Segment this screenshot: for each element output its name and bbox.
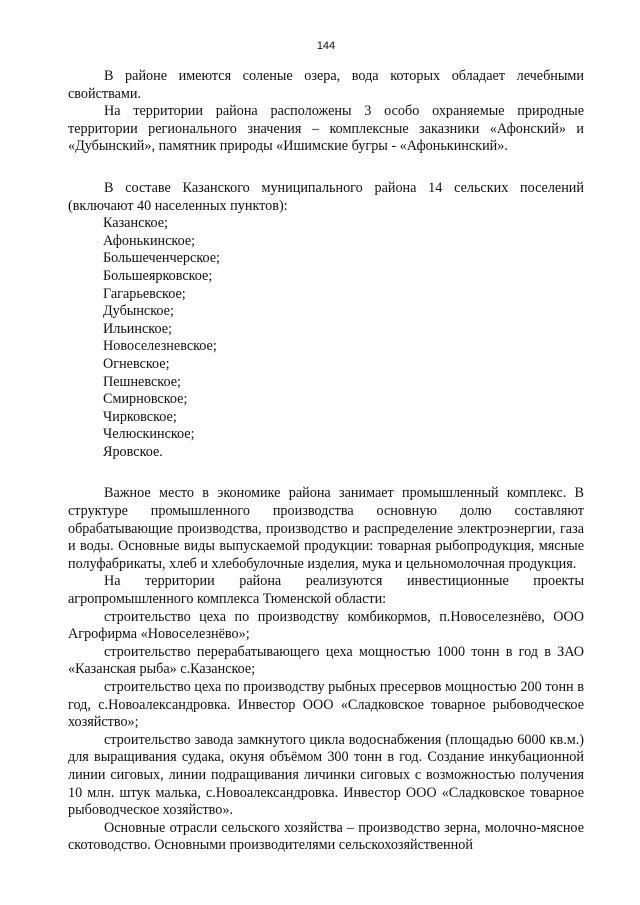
paragraph-project-processing: строительство перерабатывающего цеха мощностью 1000 тонн в год в ЗАО «Казанская рыба» с.Казанское; [68, 643, 584, 678]
paragraph-industry: Важное место в экономике района занимает промышленный комплекс. В структуре промышленного производства основную долю составляют обрабатывающие производства, производство и распределение электроэнергии, газа и воды. Основные виды выпускаемой продукции: товарная рыбопродукция, мясные полуфабрикаты, хлеб и хлебобулочные изделия, мука и цельномолочная продукция. [68, 485, 584, 572]
list-item: Дубынское; [103, 303, 174, 320]
paragraph-project-feed: строительство цеха по производству комбикормов, п.Новоселезнёво, ООО Агрофирма «Новоселезнёво»; [68, 608, 584, 643]
document-body [68, 68, 584, 855]
list-item: Челюскинское; [103, 426, 195, 443]
list-item: Огневское; [103, 355, 170, 372]
list-item: Гагарьевское; [103, 285, 186, 302]
list-item: Большеярковское; [103, 267, 213, 284]
paragraph-project-preserves: строительство цеха по производству рыбных пресервов мощностью 200 тонн в год, с.Новоалександровка. Инвестор ООО «Сладковское товарное рыбоводческое хозяйство»; [68, 679, 584, 731]
spacer [68, 461, 584, 485]
spacer [68, 156, 584, 180]
paragraph-agriculture: Основные отрасли сельского хозяйства – производство зерна, молочно-мясное скотоводство. Основными производителями сельскохозяйственной [68, 819, 584, 854]
list-item: Казанское; [103, 215, 169, 232]
paragraph-project-aquaculture: строительство завода замкнутого цикла водоснабжения (площадью 6000 кв.м.) для выращивания судака, окуня объёмом 300 тонн в год. Создание инкубационной линии сиговых, линии подращивания личинки сиговых с возможностью получения 10 млн. штук малька, с.Новоалександровка. Инвестор ООО «Сладковское товарное рыбоводческое хозяйство». [68, 731, 584, 819]
settlements-list [68, 215, 584, 461]
list-item: Смирновское; [103, 391, 188, 408]
list-item: Новоселезневское; [103, 338, 217, 355]
list-item: Большеченчерское; [103, 250, 220, 267]
list-item: Чирковское; [103, 408, 177, 425]
paragraph-investment-intro: На территории района реализуются инвестиционные проекты агропромышленного комплекса Тюменской области: [68, 573, 584, 608]
page-number: 144 [316, 40, 336, 52]
list-item: Ильинское; [103, 320, 172, 337]
list-item: Яровское. [103, 443, 163, 460]
paragraph-protected-areas: На территории района расположены 3 особо охраняемые природные территории регионального значения – комплексные заказники «Афонский» и «Дубынский», памятник природы «Ишимские бугры - «Афонькинский». [68, 103, 584, 155]
list-item: Афонькинское; [103, 232, 196, 249]
list-item: Пешневское; [103, 373, 181, 390]
paragraph-salt-lakes: В районе имеются соленые озера, вода которых обладает лечебными свойствами. [68, 68, 584, 102]
paragraph-settlements-intro: В составе Казанского муниципального района 14 сельских поселений (включают 40 населенных пунктов): [68, 179, 584, 214]
